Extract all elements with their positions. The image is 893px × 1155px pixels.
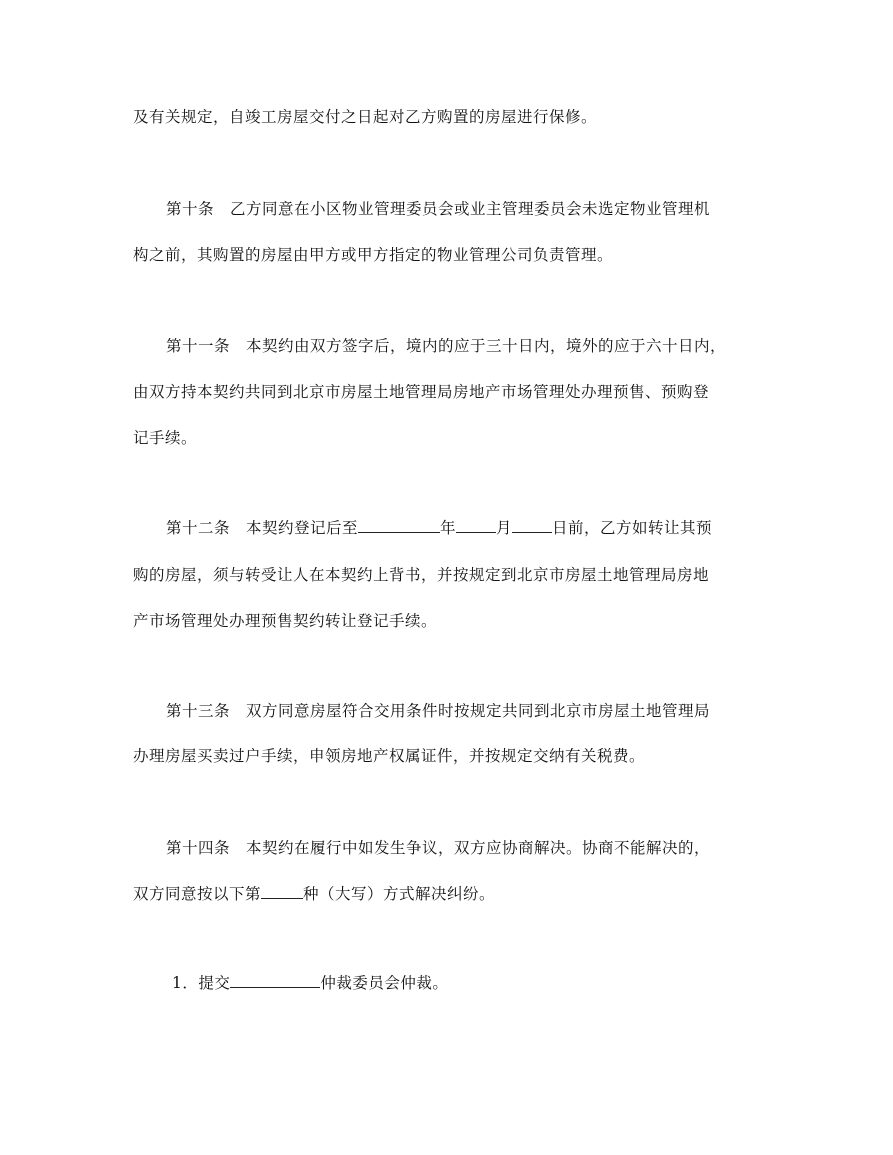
article-12-line-3: 产市场管理处办理预售契约转让登记手续。 [133, 612, 438, 630]
option-1-text-b: 仲裁委员会仲裁。 [320, 974, 449, 992]
year-blank[interactable] [358, 518, 440, 533]
article-12-text-c: 月 [496, 519, 513, 537]
article-11-line-2: 由双方持本契约共同到北京市房屋土地管理局房地产市场管理处办理预售、预购登 [133, 383, 710, 401]
article-14-text-b: 种（大写）方式解决纠纷。 [303, 885, 496, 903]
article-14-line-2 [133, 884, 773, 904]
article-12-text-d: 日前，乙方如转让其预 [552, 519, 713, 537]
article-10-line-1: 第十条 乙方同意在小区物业管理委员会或业主管理委员会未选定物业管理机 [166, 200, 711, 218]
day-blank[interactable] [512, 518, 552, 533]
method-number-blank[interactable] [261, 884, 303, 899]
article-11-line-3: 记手续。 [133, 429, 198, 447]
article-12-text-b: 年 [440, 519, 457, 537]
article-13-line-1: 第十三条 双方同意房屋符合交用条件时按规定共同到北京市房屋土地管理局 [166, 702, 711, 720]
article-12-line-2: 购的房屋，须与转受让人在本契约上背书，并按规定到北京市房屋土地管理局房地 [133, 566, 710, 584]
text-line: 及有关规定，自竣工房屋交付之日起对乙方购置的房屋进行保修。 [133, 108, 598, 126]
article-12-text-a: 第十二条 本契约登记后至 [166, 519, 359, 537]
arbitration-commission-blank[interactable] [230, 973, 320, 988]
article-10-line-2: 构之前，其购置的房屋由甲方或甲方指定的物业管理公司负责管理。 [133, 246, 614, 264]
article-13-line-2: 办理房屋买卖过户手续，申领房地产权属证件，并按规定交纳有关税费。 [133, 747, 646, 765]
article-14-line-1: 第十四条 本契约在履行中如发生争议，双方应协商解决。协商不能解决的， [166, 839, 711, 857]
article-11-line-1: 第十一条 本契约由双方签字后，境内的应于三十日内，境外的应于六十日内， [166, 337, 727, 355]
option-1-text-a: 1．提交 [172, 974, 231, 992]
month-blank[interactable] [456, 518, 496, 533]
article-14-text-a: 双方同意按以下第 [133, 885, 262, 903]
option-1-line [172, 973, 812, 993]
article-12-line-1 [166, 518, 806, 538]
